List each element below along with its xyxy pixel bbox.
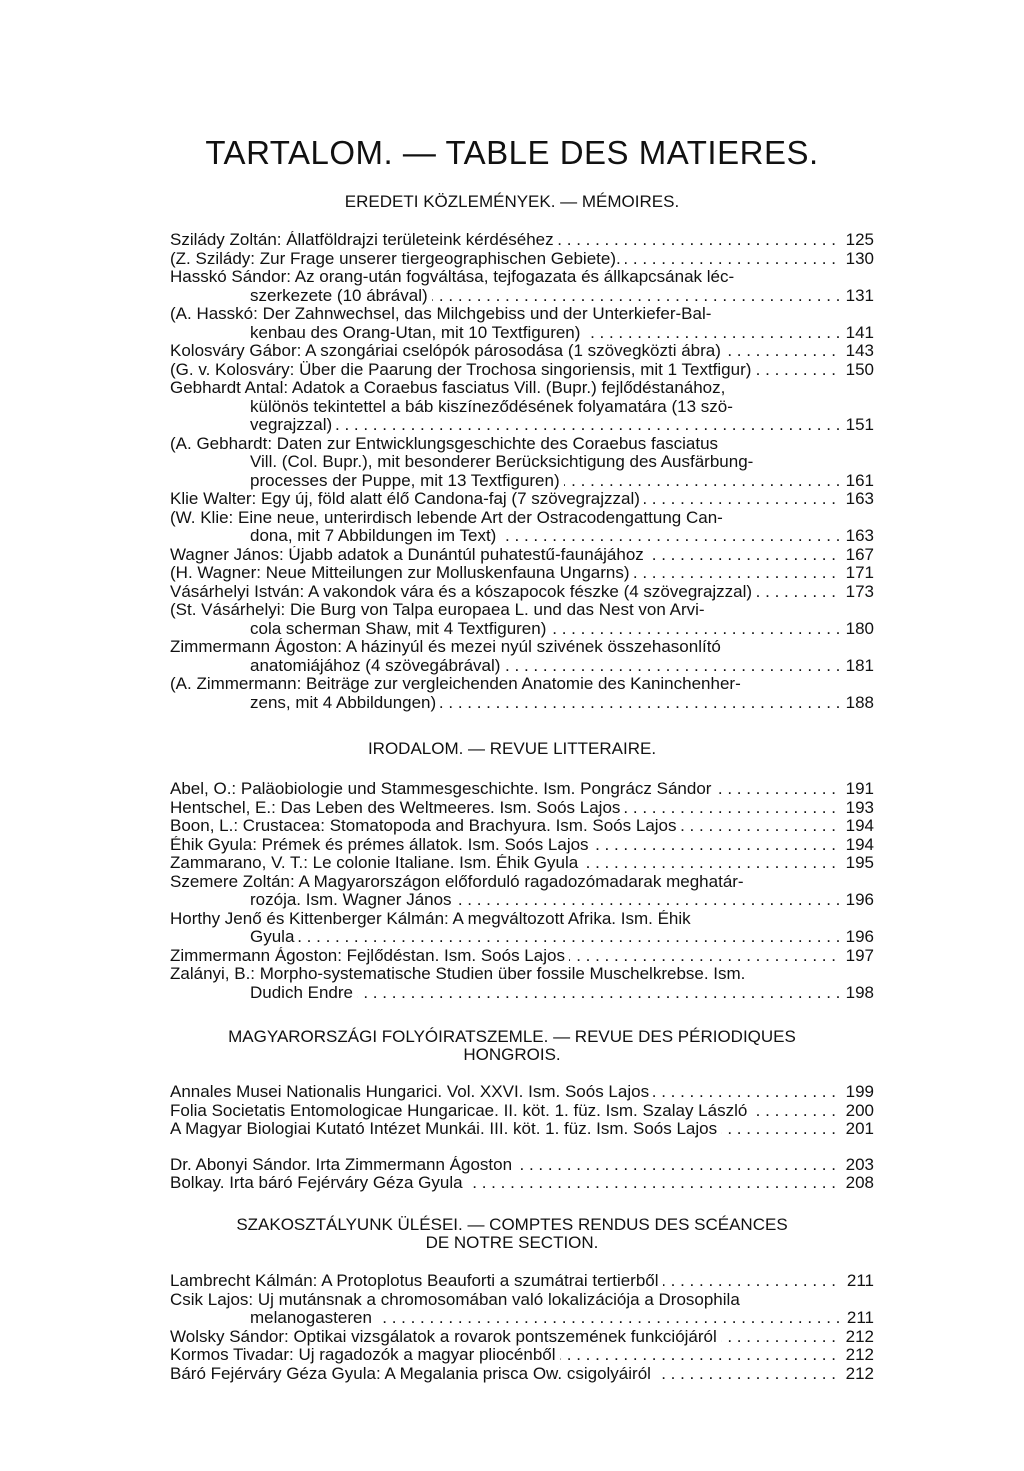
section-heading-line: HONGROIS.: [463, 1045, 561, 1064]
toc-entry: [170, 268, 874, 305]
toc-entry-line: [170, 361, 874, 380]
toc-entry: [170, 1083, 874, 1102]
toc-entry-line: [170, 472, 874, 491]
toc-page-number: 188: [842, 694, 874, 713]
toc-entry-text: Zammarano, V. T.: Le colonie Italiane. Ism. Éhik Gyula: [170, 854, 582, 872]
toc-entry: [170, 1365, 874, 1384]
section-heading-szakosztaly: [150, 1216, 874, 1252]
toc-page-number: 194: [842, 836, 874, 855]
toc-entry: [170, 638, 874, 675]
toc-page-number: 191: [842, 780, 874, 799]
toc-entry-line: [170, 583, 874, 602]
toc-entry-text: processes der Puppe, mit 13 Textfiguren): [250, 472, 564, 490]
toc-entry-line: [170, 490, 874, 509]
toc-page-number: 208: [842, 1174, 874, 1193]
dot-leader: [250, 928, 840, 947]
toc-page-number: 196: [842, 928, 874, 947]
toc-entry: [170, 546, 874, 565]
toc-entry-text: kenbau des Orang-Utan, mit 10 Textfiguren): [250, 324, 584, 342]
toc-entry-text: Wolsky Sándor: Optikai vizsgálatok a rovarok pontszemének funkciójáról: [170, 1328, 721, 1346]
toc-page-number: 130: [842, 250, 874, 269]
dot-leader: [250, 416, 840, 435]
toc-page-number: 131: [842, 287, 874, 306]
toc-entry-line: [170, 287, 874, 306]
toc-page-number: 195: [842, 854, 874, 873]
toc-entry-line: [170, 910, 874, 929]
toc-entry-text: dona, mit 7 Abbildungen im Text): [250, 527, 500, 545]
toc-entry-text: vegrajzzal): [250, 416, 336, 434]
toc-entry-text: Wagner János: Újabb adatok a Dunántúl puhatestű-faunájához: [170, 546, 648, 564]
toc-page-number: 193: [842, 799, 874, 818]
section-entries-irodalom: [170, 780, 874, 1002]
section-entries-memoires: [170, 231, 874, 712]
toc-entry-line: [170, 928, 874, 947]
section-heading-line: MAGYARORSZÁGI FOLYÓIRATSZEMLE. — REVUE DES PÉRIODIQUES: [228, 1027, 796, 1046]
toc-entry: [170, 509, 874, 546]
toc-page-number: 161: [842, 472, 874, 491]
toc-page-number: 167: [842, 546, 874, 565]
toc-entry-line: [170, 675, 874, 694]
toc-entry-line: [170, 1365, 874, 1384]
toc-entry-text: Gyula: [250, 928, 298, 946]
toc-entry-text: A Magyar Biologiai Kutató Intézet Munkái. III. köt. 1. füz. Ism. Soós Lajos: [170, 1120, 721, 1138]
toc-entry-line: [170, 398, 874, 417]
toc-entry: [170, 1272, 874, 1291]
toc-entry: [170, 675, 874, 712]
toc-entry-line: [170, 546, 874, 565]
toc-entry-text: (St. Vásárhelyi: Die Burg von Talpa europaea L. und das Nest von Arvi-: [170, 601, 709, 619]
toc-page-number: 199: [842, 1083, 874, 1102]
toc-entry-text: Zimmermann Ágoston: Fejlődéstan. Ism. Soós Lajos: [170, 947, 569, 965]
toc-entry-text: Kolosváry Gábor: A szongáriai cselópók párosodása (1 szövegközti ábra): [170, 342, 725, 360]
toc-page-number: 201: [842, 1120, 874, 1139]
toc-page-number: 141: [842, 324, 874, 343]
toc-entry-text: anatomiájához (4 szövegábrával): [250, 657, 504, 675]
toc-entry-line: [170, 891, 874, 910]
toc-page-number: 151: [842, 416, 874, 435]
toc-entry-line: [170, 836, 874, 855]
toc-entry: [170, 1174, 874, 1193]
toc-entry: [170, 601, 874, 638]
section-heading-memoires: [150, 193, 874, 211]
toc-page-number: 163: [842, 490, 874, 509]
toc-entry-line: [170, 1328, 874, 1347]
toc-page-number: 203: [842, 1156, 874, 1175]
toc-entry-text: Kormos Tivadar: Uj ragadozók a magyar pliocénből: [170, 1346, 560, 1364]
toc-entry-text: Csik Lajos: Uj mutánsnak a chromosomában való lokalizációja a Drosophila: [170, 1291, 744, 1309]
toc-entry: [170, 947, 874, 966]
toc-page-number: 212: [842, 1328, 874, 1347]
toc-page-number: 173: [842, 583, 874, 602]
toc-entry-line: [170, 564, 874, 583]
toc-entry-line: [170, 1272, 874, 1291]
toc-entry: [170, 250, 874, 269]
toc-entry: [170, 564, 874, 583]
toc-entry-line: [170, 416, 874, 435]
toc-entry: [170, 305, 874, 342]
toc-page-number: 196: [842, 891, 874, 910]
toc-entry-line: [170, 453, 874, 472]
toc-page-number: 194: [842, 817, 874, 836]
toc-entry: [170, 1156, 874, 1175]
toc-entry-text: Klie Walter: Egy új, föld alatt élő Candona-faj (7 szövegrajzzal): [170, 490, 644, 508]
toc-entry-text: Szemere Zoltán: A Magyarországon előforduló ragadozómadarak meghatár-: [170, 873, 748, 891]
toc-entry-line: [170, 854, 874, 873]
toc-entry-text: Gebhardt Antal: Adatok a Coraebus fasciatus Vill. (Bupr.) fejlődéstanához,: [170, 379, 729, 397]
toc-page-number: 180: [842, 620, 874, 639]
section-heading-line: EREDETI KÖZLEMÉNYEK. — MÉMOIRES.: [344, 192, 680, 211]
section-heading-folyoiratszemle: [150, 1028, 874, 1064]
toc-entry: [170, 854, 874, 873]
toc-entry-line: [170, 873, 874, 892]
toc-entry-text: Hentschel, E.: Das Leben des Weltmeeres. Ism. Soós Lajos: [170, 799, 624, 817]
toc-entry-text: (A. Hasskó: Der Zahnwechsel, das Milchgebiss und der Unterkiefer-Bal-: [170, 305, 715, 323]
toc-entry-text: különös tekintettel a báb kiszíneződésének folyamatára (13 szö-: [250, 398, 737, 416]
toc-entry: [170, 910, 874, 947]
toc-entry-text: Vásárhelyi István: A vakondok vára és a kószapocok fészke (4 szövegrajzzal): [170, 583, 756, 601]
toc-entry-line: [170, 1291, 874, 1310]
toc-page-number: 181: [842, 657, 874, 676]
toc-entry-text: Abel, O.: Paläobiologie und Stammesgeschichte. Ism. Pongrácz Sándor: [170, 780, 715, 798]
toc-entry-line: [170, 984, 874, 1003]
toc-entry-line: [170, 305, 874, 324]
toc-entry-text: Folia Societatis Entomologicae Hungaricae. II. köt. 1. füz. Ism. Szalay László: [170, 1102, 751, 1120]
toc-entry-text: (Z. Szilády: Zur Frage unserer tiergeographischen Gebiete).: [170, 250, 625, 268]
page-title: TARTALOM. — TABLE DES MATIERES.: [205, 134, 819, 171]
toc-entry: [170, 1328, 874, 1347]
toc-page-number: 143: [842, 342, 874, 361]
toc-entry: [170, 435, 874, 491]
toc-page-number: 212: [842, 1365, 874, 1384]
section-heading-line: SZAKOSZTÁLYUNK ÜLÉSEI. — COMPTES RENDUS DES SCÉANCES: [236, 1215, 788, 1234]
toc-page-number: 198: [842, 984, 874, 1003]
toc-entry: [170, 1120, 874, 1139]
toc-entry-line: [170, 1309, 874, 1328]
toc-entry-line: [170, 657, 874, 676]
toc-entry-text: (A. Gebhardt: Daten zur Entwicklungsgeschichte des Coraebus fasciatus: [170, 435, 722, 453]
toc-entry-text: rozója. Ism. Wagner János: [250, 891, 456, 909]
toc-entry: [170, 231, 874, 250]
section-heading-irodalom: [150, 740, 874, 758]
toc-page-number: 163: [842, 527, 874, 546]
toc-entry: [170, 342, 874, 361]
toc-entry-line: [170, 435, 874, 454]
toc-entry-text: zens, mit 4 Abbildungen): [250, 694, 440, 712]
toc-entry-text: melanogasteren: [250, 1309, 376, 1327]
toc-entry: [170, 817, 874, 836]
toc-entry-text: Lambrecht Kálmán: A Protoplotus Beauforti a szumátrai tertierből: [170, 1272, 663, 1290]
toc-entry-line: [170, 780, 874, 799]
toc-entry-text: (A. Zimmermann: Beiträge zur vergleichenden Anatomie des Kaninchenher-: [170, 675, 745, 693]
toc-entry-line: [170, 1174, 874, 1193]
toc-entry-text: Zalányi, B.: Morpho-systematische Studien über fossile Muschelkrebse. Ism.: [170, 965, 749, 983]
toc-entry-line: [170, 324, 874, 343]
toc-entry-line: [170, 620, 874, 639]
toc-entry-text: cola scherman Shaw, mit 4 Textfiguren): [250, 620, 550, 638]
toc-entry-line: [170, 817, 874, 836]
toc-entry: [170, 965, 874, 1002]
toc-page-number: 212: [842, 1346, 874, 1365]
toc-entry-text: Vill. (Col. Bupr.), mit besonderer Berücksichtigung des Ausfärbung-: [250, 453, 757, 471]
toc-entry-line: [170, 250, 874, 269]
toc-entry-line: [170, 1120, 874, 1139]
toc-entry-line: [170, 638, 874, 657]
toc-entry-text: Zimmermann Ágoston: A házinyúl és mezei nyúl szivének összehasonlító: [170, 638, 725, 656]
section-heading-line: DE NOTRE SECTION.: [425, 1233, 599, 1252]
toc-entry-line: [170, 1083, 874, 1102]
toc-entry: [170, 583, 874, 602]
toc-entry-text: (W. Klie: Eine neue, unterirdisch lebende Art der Ostracodengattung Can-: [170, 509, 727, 527]
toc-entry: [170, 1291, 874, 1328]
toc-entry-line: [170, 231, 874, 250]
toc-page-number: 211: [843, 1272, 874, 1291]
toc-entry-text: szerkezete (10 ábrával): [250, 287, 432, 305]
toc-entry: [170, 873, 874, 910]
toc-entry: [170, 379, 874, 435]
toc-entry-line: [170, 1156, 874, 1175]
toc-page-number: 171: [842, 564, 874, 583]
toc-page-number: 211: [843, 1309, 874, 1328]
toc-entry: [170, 361, 874, 380]
toc-entry: [170, 780, 874, 799]
toc-entry: [170, 799, 874, 818]
section-entries-folyoiratszemle: [170, 1083, 874, 1193]
toc-entry-text: Báró Fejérváry Géza Gyula: A Megalania prisca Ow. csigolyáiról: [170, 1365, 655, 1383]
toc-page-number: 125: [842, 231, 874, 250]
toc-entry-line: [170, 965, 874, 984]
toc-page-number: 197: [842, 947, 874, 966]
toc-entry: [170, 1102, 874, 1121]
toc-entry: [170, 490, 874, 509]
toc-entry-text: Dudich Endre: [250, 984, 357, 1002]
toc-entry-text: Bolkay. Irta báró Fejérváry Géza Gyula: [170, 1174, 467, 1192]
toc-entry: [170, 1346, 874, 1365]
toc-entry-text: Szilády Zoltán: Állatföldrajzi területeink kérdéséhez: [170, 231, 558, 249]
toc-page-number: 200: [842, 1102, 874, 1121]
toc-entry-text: (G. v. Kolosváry: Über die Paarung der Trochosa singoriensis, mit 1 Textfigur): [170, 361, 755, 379]
toc-entry-text: Hasskó Sándor: Az orang-után fogváltása, tejfogazata és állkapcsának léc-: [170, 268, 738, 286]
toc-entry-text: Dr. Abonyi Sándor. Irta Zimmermann Ágoston: [170, 1156, 516, 1174]
toc-entry-line: [170, 527, 874, 546]
toc-entry-line: [170, 509, 874, 528]
section-heading-line: IRODALOM. — REVUE LITTERAIRE.: [367, 739, 657, 758]
toc-entry-line: [170, 799, 874, 818]
toc-entry-line: [170, 1346, 874, 1365]
toc-entry-line: [170, 268, 874, 287]
toc-entry-text: Horthy Jenő és Kittenberger Kálmán: A megváltozott Afrika. Ism. Éhik: [170, 910, 695, 928]
toc-entry-text: Annales Musei Nationalis Hungarici. Vol. XXVI. Ism. Soós Lajos: [170, 1083, 653, 1101]
toc-entry-text: (H. Wagner: Neue Mitteilungen zur Molluskenfauna Ungarns): [170, 564, 634, 582]
toc-entry-text: Boon, L.: Crustacea: Stomatopoda and Brachyura. Ism. Soós Lajos: [170, 817, 681, 835]
toc-entry-line: [170, 601, 874, 620]
toc-entry: [170, 836, 874, 855]
toc-entry-text: Éhik Gyula: Prémek és prémes állatok. Ism. Soós Lajos: [170, 836, 593, 854]
toc-entry-line: [170, 379, 874, 398]
toc-entry-line: [170, 1102, 874, 1121]
toc-entry-line: [170, 342, 874, 361]
toc-entry-line: [170, 947, 874, 966]
section-entries-szakosztaly: [170, 1272, 874, 1383]
toc-entry-line: [170, 694, 874, 713]
toc-page-number: 150: [842, 361, 874, 380]
